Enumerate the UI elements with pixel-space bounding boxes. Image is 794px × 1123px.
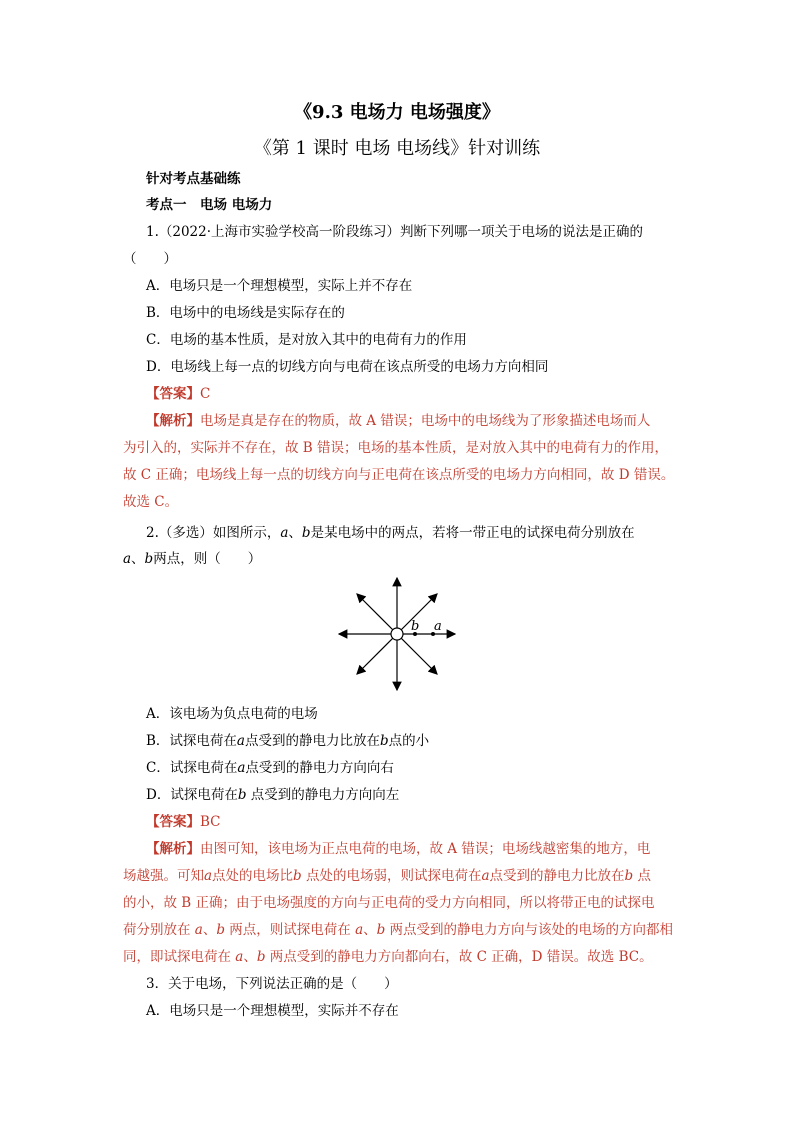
q2-answer: [146, 813, 221, 831]
q1-option-b: B．电场中的电场线是实际存在的: [146, 305, 345, 321]
q1-stem-line1: 1.（2022·上海市实验学校高一阶段练习）判断下列哪一项关于电场的说法是正确的: [146, 224, 644, 240]
q2-analysis-line1: [146, 840, 650, 858]
answer-value: BC: [200, 814, 221, 830]
q2-analysis-line3: 的小，故 B 正确；由于电场强度的方向与正电荷的受力方向相同，所以将带正电的试探电: [123, 895, 655, 911]
q2-option-a: A．该电场为负点电荷的电场: [146, 706, 318, 722]
analysis-text: 由图可知，该电场为正点电荷的电场，故 A 错误；电场线越密集的地方，电: [200, 841, 651, 857]
q2-stem-line1: 2.（多选）如图所示，𝑎、𝑏是某电场中的两点，若将一带正电的试探电荷分别放在: [146, 525, 635, 541]
document-title: 《9.3 电场力 电场强度》: [294, 102, 500, 123]
label-b: b: [411, 619, 420, 634]
q1-analysis-line1: [146, 412, 650, 430]
point-charge: [391, 628, 403, 640]
section-heading: 针对考点基础练: [146, 171, 241, 187]
field-line-lower-right: [397, 634, 437, 674]
q1-stem-line2: （ ）: [123, 251, 177, 267]
answer-value: C: [200, 386, 211, 402]
q1-analysis-line2: 为引入的，实际并不存在，故 B 错误；电场的基本性质，是对放入其中的电荷有力的作用，: [123, 440, 669, 456]
analysis-label: 【解析】: [146, 413, 200, 429]
q2-option-d: D．试探电荷在𝑏 点受到的静电力方向向左: [146, 787, 400, 803]
q3-stem: 3．关于电场，下列说法正确的是（ ）: [146, 976, 398, 992]
q1-option-a: A．电场只是一个理想模型，实际上并不存在: [146, 278, 413, 294]
q2-stem-line2: 𝑎、𝑏两点，则（ ）: [123, 551, 262, 567]
label-a: a: [434, 619, 442, 634]
q3-option-a: A．电场只是一个理想模型，实际并不存在: [146, 1003, 399, 1019]
field-line-upper-left: [357, 594, 397, 634]
answer-label: 【答案】: [146, 386, 200, 402]
q1-analysis-line3: 故 C 正确；电场线上每一点的切线方向与正电荷在该点所受的电场力方向相同，故 D 错误。: [123, 467, 675, 483]
q2-option-c: C．试探电荷在𝑎点受到的静电力方向向右: [146, 760, 394, 776]
field-line-lower-left: [357, 634, 397, 674]
analysis-label: 【解析】: [146, 841, 200, 857]
analysis-text: 电场是真是存在的物质，故 A 错误；电场中的电场线为了形象描述电场而人: [200, 413, 651, 429]
q2-option-b: B．试探电荷在𝑎点受到的静电力比放在𝑏点的小: [146, 733, 430, 749]
answer-label: 【答案】: [146, 814, 200, 830]
q1-option-c: C．电场的基本性质，是对放入其中的电荷有力的作用: [146, 332, 467, 348]
q2-analysis-line4: 荷分别放在 𝑎、𝑏 两点，则试探电荷在 𝑎、𝑏 两点受到的静电力方向与该处的电场的方向都相: [123, 922, 674, 938]
q1-answer: [146, 385, 210, 403]
document-subtitle: 《第 1 课时 电场 电场线》针对训练: [253, 138, 541, 159]
electric-field-lines-diagram: [335, 574, 459, 694]
q1-option-d: D．电场线上每一点的切线方向与电荷在该点所受的电场力方向相同: [146, 359, 549, 375]
q2-analysis-line2: 场越强。可知𝑎点处的电场比𝑏 点处的电场弱，则试探电荷在𝑎点受到的静电力比放在𝑏 点: [123, 868, 651, 884]
point-heading: 考点一 电场 电场力: [146, 197, 273, 213]
q1-analysis-line4: 故选 C。: [123, 494, 179, 510]
q2-analysis-line5: 同，即试探电荷在 𝑎、𝑏 两点受到的静电力方向都向右，故 C 正确，D 错误。故选 BC。: [123, 949, 653, 965]
